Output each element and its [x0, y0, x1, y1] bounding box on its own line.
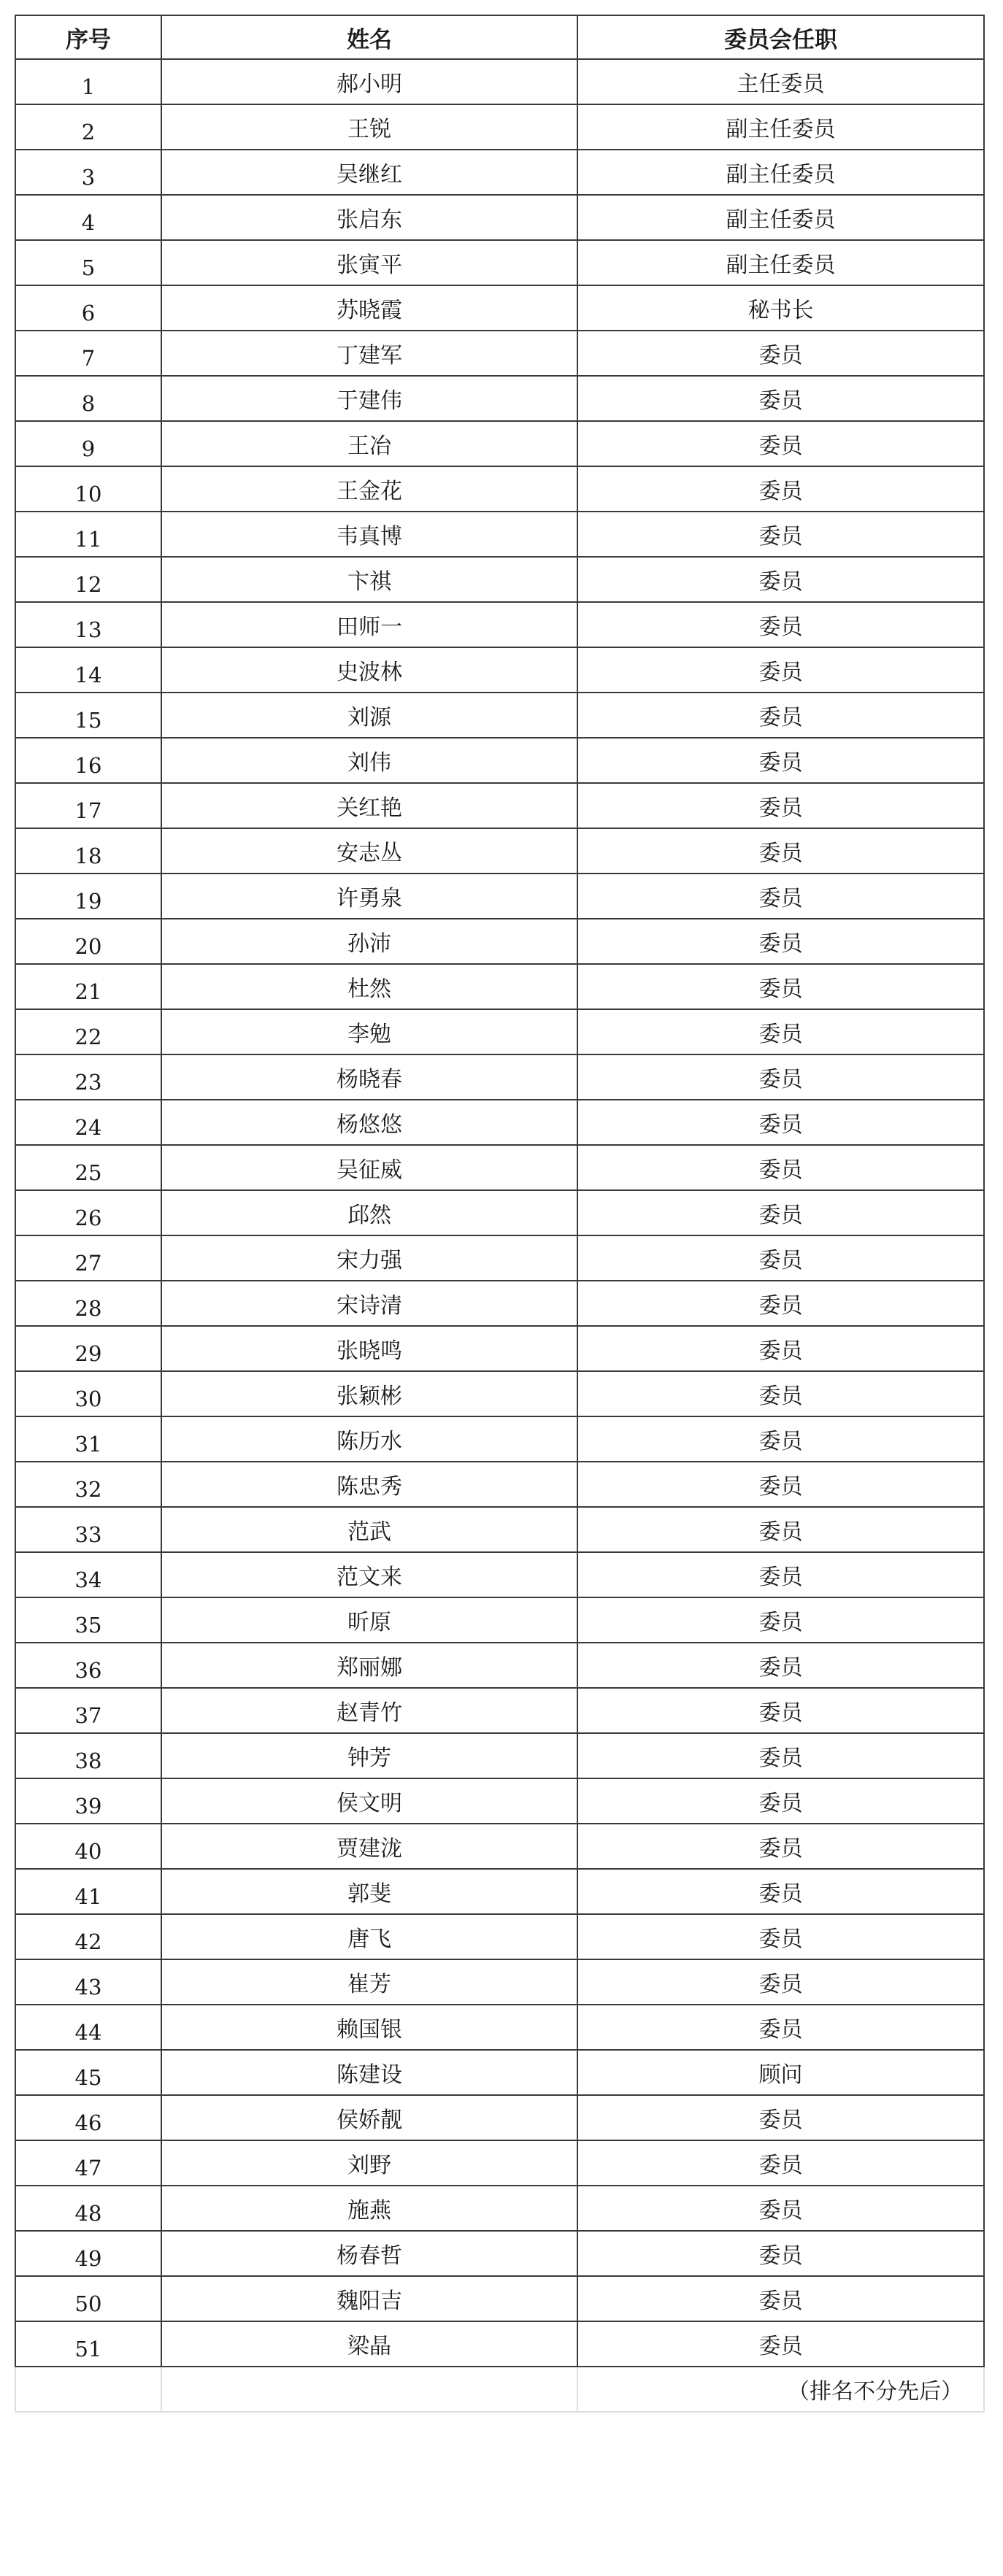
row-position: 主任委员 — [577, 59, 984, 104]
row-index: 49 — [15, 2231, 161, 2276]
table-row — [15, 1100, 984, 1145]
header-position: 委员会任职 — [577, 15, 984, 59]
row-name: 崔芳 — [161, 1959, 577, 2005]
row-index: 27 — [15, 1235, 161, 1281]
row-name: 刘源 — [161, 693, 577, 738]
row-name: 侯文明 — [161, 1778, 577, 1824]
row-position: 委员 — [577, 1507, 984, 1552]
row-index: 13 — [15, 602, 161, 647]
row-name: 宋力强 — [161, 1235, 577, 1281]
row-index: 34 — [15, 1552, 161, 1597]
row-name: 赖国银 — [161, 2005, 577, 2050]
row-position: 委员 — [577, 919, 984, 964]
row-index: 20 — [15, 919, 161, 964]
table-row — [15, 1733, 984, 1778]
header-index: 序号 — [15, 15, 161, 59]
row-position: 委员 — [577, 466, 984, 512]
row-index: 37 — [15, 1688, 161, 1733]
row-position: 委员 — [577, 1326, 984, 1371]
table-row — [15, 150, 984, 195]
row-index: 41 — [15, 1869, 161, 1914]
table-row — [15, 1869, 984, 1914]
table-row — [15, 557, 984, 602]
row-position: 副主任委员 — [577, 195, 984, 240]
row-name: 侯娇靓 — [161, 2095, 577, 2140]
row-index: 4 — [15, 195, 161, 240]
row-index: 40 — [15, 1824, 161, 1869]
table-row — [15, 1326, 984, 1371]
table-row — [15, 59, 984, 104]
row-position: 委员 — [577, 1643, 984, 1688]
row-name: 杨悠悠 — [161, 1100, 577, 1145]
table-row — [15, 240, 984, 285]
table-body — [15, 59, 984, 2367]
row-index: 16 — [15, 738, 161, 783]
row-name: 昕原 — [161, 1597, 577, 1643]
row-name: 钟芳 — [161, 1733, 577, 1778]
table-row — [15, 874, 984, 919]
table-row — [15, 1959, 984, 2005]
table-footer — [15, 2367, 984, 2412]
row-index: 15 — [15, 693, 161, 738]
row-position: 委员 — [577, 2140, 984, 2186]
table-row — [15, 1145, 984, 1190]
table-row — [15, 1507, 984, 1552]
row-name: 邱然 — [161, 1190, 577, 1235]
row-name: 于建伟 — [161, 376, 577, 421]
row-name: 王锐 — [161, 104, 577, 150]
row-position: 委员 — [577, 2186, 984, 2231]
row-index: 46 — [15, 2095, 161, 2140]
row-index: 33 — [15, 1507, 161, 1552]
row-position: 委员 — [577, 1462, 984, 1507]
row-index: 38 — [15, 1733, 161, 1778]
row-position: 委员 — [577, 331, 984, 376]
table-row — [15, 1009, 984, 1054]
row-position: 委员 — [577, 512, 984, 557]
table-row — [15, 1552, 984, 1597]
row-name: 魏阳吉 — [161, 2276, 577, 2321]
row-index: 3 — [15, 150, 161, 195]
table-row — [15, 2140, 984, 2186]
row-name: 杨春哲 — [161, 2231, 577, 2276]
table-row — [15, 512, 984, 557]
table-row — [15, 1371, 984, 1416]
row-name: 张颖彬 — [161, 1371, 577, 1416]
table-row — [15, 2186, 984, 2231]
row-name: 安志丛 — [161, 828, 577, 874]
row-position: 委员 — [577, 738, 984, 783]
row-position: 委员 — [577, 1190, 984, 1235]
row-index: 2 — [15, 104, 161, 150]
row-name: 吴继红 — [161, 150, 577, 195]
header-name: 姓名 — [161, 15, 577, 59]
row-index: 21 — [15, 964, 161, 1009]
row-name: 王金花 — [161, 466, 577, 512]
row-index: 19 — [15, 874, 161, 919]
table-row — [15, 602, 984, 647]
table-row — [15, 104, 984, 150]
row-index: 31 — [15, 1416, 161, 1462]
row-name: 刘野 — [161, 2140, 577, 2186]
row-name: 许勇泉 — [161, 874, 577, 919]
table-row — [15, 2005, 984, 2050]
table-row — [15, 1462, 984, 1507]
row-index: 11 — [15, 512, 161, 557]
row-index: 23 — [15, 1054, 161, 1100]
table-row — [15, 376, 984, 421]
row-index: 6 — [15, 285, 161, 331]
row-position: 委员 — [577, 874, 984, 919]
table-row — [15, 1643, 984, 1688]
table-row — [15, 647, 984, 693]
row-index: 39 — [15, 1778, 161, 1824]
table-row — [15, 1824, 984, 1869]
row-name: 施燕 — [161, 2186, 577, 2231]
table-row — [15, 1190, 984, 1235]
row-index: 12 — [15, 557, 161, 602]
row-name: 贾建泷 — [161, 1824, 577, 1869]
row-index: 36 — [15, 1643, 161, 1688]
table-row — [15, 1597, 984, 1643]
row-position: 委员 — [577, 1009, 984, 1054]
row-index: 9 — [15, 421, 161, 466]
row-index: 48 — [15, 2186, 161, 2231]
row-name: 关红艳 — [161, 783, 577, 828]
row-position: 委员 — [577, 1100, 984, 1145]
row-name: 范武 — [161, 1507, 577, 1552]
row-name: 孙沛 — [161, 919, 577, 964]
row-name: 吴征威 — [161, 1145, 577, 1190]
row-index: 44 — [15, 2005, 161, 2050]
table-row — [15, 1054, 984, 1100]
row-name: 范文来 — [161, 1552, 577, 1597]
row-position: 委员 — [577, 1281, 984, 1326]
row-position: 副主任委员 — [577, 240, 984, 285]
row-position: 委员 — [577, 557, 984, 602]
row-position: 副主任委员 — [577, 104, 984, 150]
row-name: 杜然 — [161, 964, 577, 1009]
row-name: 史波林 — [161, 647, 577, 693]
table-row — [15, 919, 984, 964]
row-index: 42 — [15, 1914, 161, 1959]
table-row — [15, 828, 984, 874]
row-index: 18 — [15, 828, 161, 874]
row-name: 田师一 — [161, 602, 577, 647]
table-row — [15, 1416, 984, 1462]
row-name: 唐飞 — [161, 1914, 577, 1959]
row-position: 委员 — [577, 1235, 984, 1281]
table-row — [15, 466, 984, 512]
row-name: 张寅平 — [161, 240, 577, 285]
row-index: 50 — [15, 2276, 161, 2321]
row-name: 卞祺 — [161, 557, 577, 602]
row-name: 郑丽娜 — [161, 1643, 577, 1688]
row-index: 35 — [15, 1597, 161, 1643]
row-position: 委员 — [577, 2321, 984, 2367]
row-index: 10 — [15, 466, 161, 512]
row-name: 梁晶 — [161, 2321, 577, 2367]
row-position: 委员 — [577, 1959, 984, 2005]
roster-table — [15, 15, 985, 2413]
row-position: 委员 — [577, 783, 984, 828]
row-name: 王冶 — [161, 421, 577, 466]
row-position: 委员 — [577, 1597, 984, 1643]
row-position: 委员 — [577, 964, 984, 1009]
row-name: 陈历水 — [161, 1416, 577, 1462]
row-index: 5 — [15, 240, 161, 285]
row-position: 委员 — [577, 2276, 984, 2321]
row-index: 30 — [15, 1371, 161, 1416]
table-row — [15, 195, 984, 240]
row-index: 24 — [15, 1100, 161, 1145]
footnote-blank — [15, 2367, 161, 2412]
row-index: 26 — [15, 1190, 161, 1235]
row-index: 7 — [15, 331, 161, 376]
row-position: 委员 — [577, 421, 984, 466]
table-row — [15, 1235, 984, 1281]
row-position: 委员 — [577, 1778, 984, 1824]
footnote-blank — [161, 2367, 577, 2412]
row-position: 委员 — [577, 1145, 984, 1190]
row-name: 张晓鸣 — [161, 1326, 577, 1371]
row-position: 委员 — [577, 693, 984, 738]
row-name: 韦真博 — [161, 512, 577, 557]
row-position: 委员 — [577, 828, 984, 874]
row-name: 赵青竹 — [161, 1688, 577, 1733]
table-row — [15, 2321, 984, 2367]
row-index: 17 — [15, 783, 161, 828]
table-row — [15, 1914, 984, 1959]
table-row — [15, 421, 984, 466]
row-position: 委员 — [577, 602, 984, 647]
row-position: 委员 — [577, 1054, 984, 1100]
row-name: 陈忠秀 — [161, 1462, 577, 1507]
row-name: 刘伟 — [161, 738, 577, 783]
table-row — [15, 1778, 984, 1824]
row-index: 28 — [15, 1281, 161, 1326]
footnote: （排名不分先后） — [577, 2367, 984, 2412]
table-row — [15, 331, 984, 376]
table-row — [15, 738, 984, 783]
row-position: 委员 — [577, 1869, 984, 1914]
header-row — [15, 15, 984, 59]
row-position: 副主任委员 — [577, 150, 984, 195]
table-row — [15, 2095, 984, 2140]
row-index: 29 — [15, 1326, 161, 1371]
row-position: 委员 — [577, 2005, 984, 2050]
committee-roster — [15, 15, 983, 2413]
row-name: 杨晓春 — [161, 1054, 577, 1100]
row-position: 委员 — [577, 1914, 984, 1959]
row-index: 25 — [15, 1145, 161, 1190]
row-position: 委员 — [577, 1416, 984, 1462]
row-index: 51 — [15, 2321, 161, 2367]
row-position: 委员 — [577, 2231, 984, 2276]
table-row — [15, 2231, 984, 2276]
row-position: 委员 — [577, 2095, 984, 2140]
table-row — [15, 1281, 984, 1326]
row-name: 张启东 — [161, 195, 577, 240]
row-index: 47 — [15, 2140, 161, 2186]
row-position: 委员 — [577, 1552, 984, 1597]
row-position: 委员 — [577, 1371, 984, 1416]
table-row — [15, 783, 984, 828]
table-row — [15, 2276, 984, 2321]
row-index: 32 — [15, 1462, 161, 1507]
row-name: 丁建军 — [161, 331, 577, 376]
row-index: 1 — [15, 59, 161, 104]
row-name: 郭斐 — [161, 1869, 577, 1914]
row-name: 陈建设 — [161, 2050, 577, 2095]
table-row — [15, 964, 984, 1009]
row-name: 苏晓霞 — [161, 285, 577, 331]
row-name: 郝小明 — [161, 59, 577, 104]
table-row — [15, 693, 984, 738]
row-position: 秘书长 — [577, 285, 984, 331]
row-index: 43 — [15, 1959, 161, 2005]
footnote-row — [15, 2367, 984, 2412]
row-position: 委员 — [577, 1733, 984, 1778]
row-position: 顾问 — [577, 2050, 984, 2095]
row-index: 8 — [15, 376, 161, 421]
row-position: 委员 — [577, 1824, 984, 1869]
table-header — [15, 15, 984, 59]
table-row — [15, 285, 984, 331]
row-index: 45 — [15, 2050, 161, 2095]
row-position: 委员 — [577, 647, 984, 693]
row-position: 委员 — [577, 376, 984, 421]
row-position: 委员 — [577, 1688, 984, 1733]
row-index: 14 — [15, 647, 161, 693]
table-row — [15, 1688, 984, 1733]
row-name: 李勉 — [161, 1009, 577, 1054]
table-row — [15, 2050, 984, 2095]
row-index: 22 — [15, 1009, 161, 1054]
row-name: 宋诗清 — [161, 1281, 577, 1326]
